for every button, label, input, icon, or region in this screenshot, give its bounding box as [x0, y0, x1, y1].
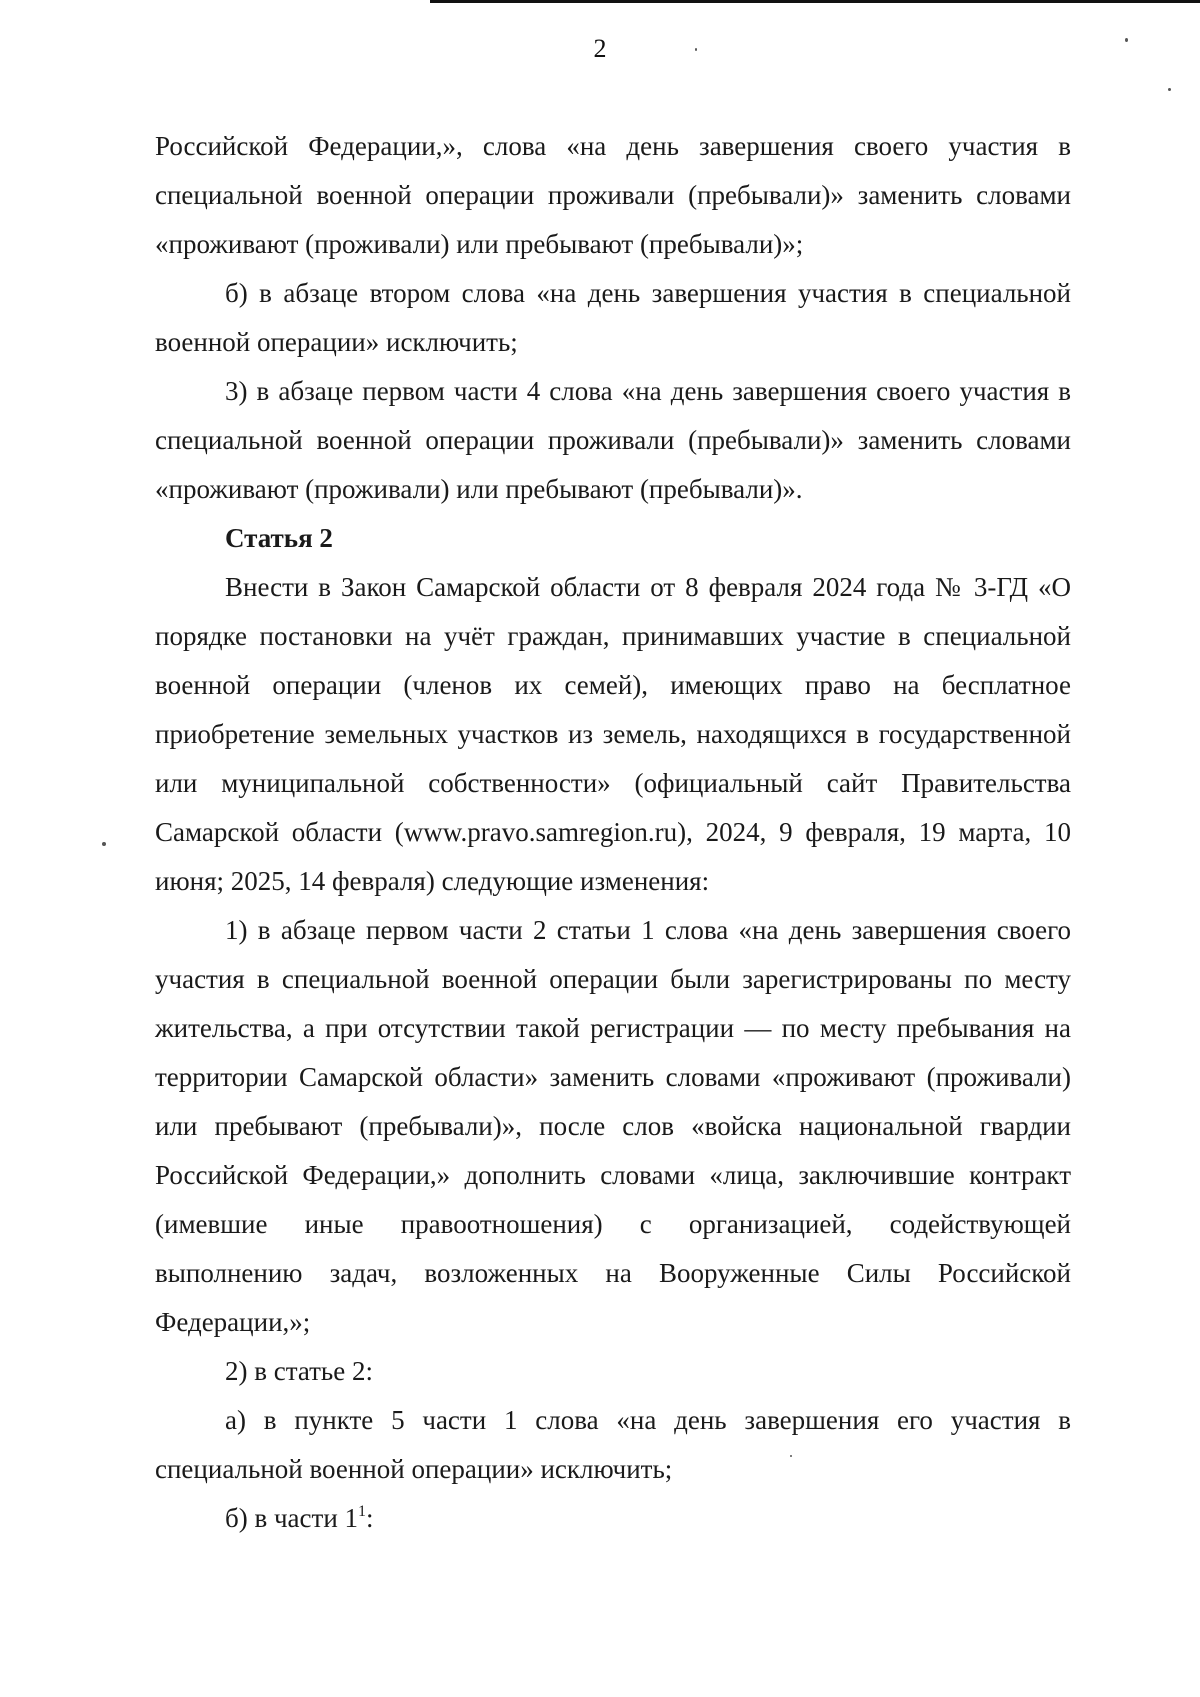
paragraph-item-b: б) в абзаце втором слова «на день завершения участия в специальной военной операции» исключить;	[155, 278, 1071, 357]
paragraph-item-b-part	[155, 1494, 1071, 1543]
scan-speck	[790, 1455, 792, 1457]
top-border-line	[430, 0, 1200, 3]
item-b-suffix: :	[366, 1503, 374, 1533]
paragraph-continuation: Российской Федерации,», слова «на день завершения своего участия в специальной военной операции проживали (пребывали)» заменить словами «проживают (проживали) или пребывают (пребывали)»;	[155, 131, 1071, 259]
article-heading: Статья 2	[225, 523, 333, 553]
paragraph-item-3: 3) в абзаце первом части 4 слова «на день завершения своего участия в специальной военной операции проживали (пребывали)» заменить словами «проживают (проживали) или пребывают (пребывали)».	[155, 376, 1071, 504]
scan-speck	[695, 48, 697, 51]
page-number: 2	[593, 34, 607, 63]
paragraph-item-a: а) в пункте 5 части 1 слова «на день завершения его участия в специальной военной операции» исключить;	[155, 1405, 1071, 1484]
paragraph-item-1: 1) в абзаце первом части 2 статьи 1 слова «на день завершения своего участия в специальной военной операции были зарегистрированы по месту жительства, а при отсутствии такой регистрации — по месту пребывания на территории Самарской области» заменить словами «проживают (проживали) или пребывают (пребывали)», после слов «войска национальной гвардии Российской Федерации,» дополнить словами «лица, заключившие контракт (имевшие иные правоотношения) с организацией, содействующей выполнению задач, возложенных на Вооруженные Силы Российской Федерации,»;	[155, 915, 1071, 1337]
item-b-text: б) в части 1	[225, 1503, 359, 1533]
paragraph-article-2-intro: Внести в Закон Самарской области от 8 февраля 2024 года № 3-ГД «О порядке постановки на учёт граждан, принимавших участие в специальной военной операции (членов их семей), имеющих право на бесплатное приобретение земельных участков из земель, находящихся в государственной или муниципальной собственности» (официальный сайт Правительства Самарской области (www.pravo.samregion.ru), 2024, 9 февраля, 19 марта, 10 июня; 2025, 14 февраля) следующие изменения:	[155, 572, 1071, 896]
document-body	[155, 122, 1071, 1543]
paragraph-item-2: 2) в статье 2:	[225, 1356, 373, 1386]
scan-speck	[1168, 88, 1171, 91]
superscript: 1	[358, 1503, 367, 1520]
scan-speck	[1125, 38, 1128, 42]
scan-speck	[102, 842, 106, 846]
